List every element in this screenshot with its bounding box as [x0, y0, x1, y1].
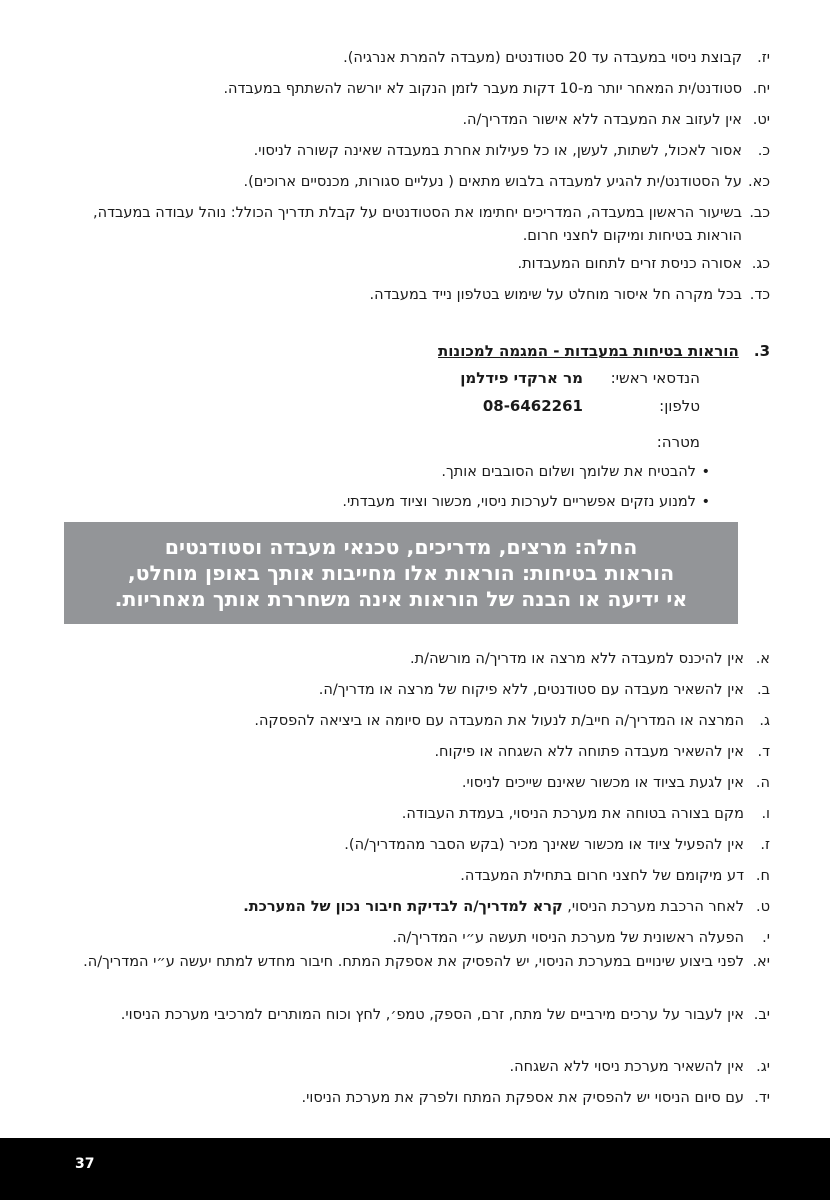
list-item-label: כד. — [749, 287, 770, 303]
list-item-text: לפני ביצוע שינויים במערכת הניסוי, יש להפסיק את אספקת המתח. חיבור מחדש למתח יעשה ע״י המדריך/ה. — [83, 954, 744, 970]
list-item-text: הפעלה ראשונית של מערכת הניסוי תעשה ע״י המדריך/ה. — [392, 930, 744, 946]
list-item — [70, 865, 770, 888]
list-item-label: ו. — [761, 806, 770, 822]
list-item-label: יא. — [752, 954, 770, 970]
list-item — [70, 834, 770, 857]
list-item-label: ד. — [757, 744, 770, 760]
page-footer — [0, 1138, 830, 1200]
goal-text: למנוע נזקים אפשריים לערכות ניסוי, מכשור וציוד מעבדתי. — [342, 494, 696, 510]
list-item-label: ג. — [759, 713, 770, 729]
list-item-label: ה. — [755, 775, 770, 791]
list-item-text: בכל מקרה חל איסור מוחלט על שימוש בטלפון נייד במעבדה. — [369, 287, 742, 303]
list-item-text: על הסטודנט/ית להגיע למעבדה בלבוש מתאים ( נעליים סגורות, מכנסיים ארוכים). — [243, 174, 742, 190]
list-item-label: יט. — [752, 112, 770, 128]
list-item-text: אין להפעיל ציוד או מכשור שאינך מכיר (בקש הסבר מהמדריך/ה). — [344, 837, 744, 853]
list-item-text: מקם בצורה בטוחה את מערכת הניסוי, בעמדת העבודה. — [401, 806, 744, 822]
list-item-text: אסור לאכול, לשתות, לעשן, או כל פעילות אחרת במעבדה שאינה קשורה לניסוי. — [253, 143, 742, 159]
list-item-text: המרצה או המדריך/ה חייב/ת לנעול את המעבדה עם סיומה או ביציאה להפסקה. — [254, 713, 744, 729]
list-item-text-regular: לאחר הרכבת מערכת הניסוי, — [567, 899, 744, 915]
list-item — [70, 47, 770, 70]
list-item — [70, 803, 770, 826]
list-item-text: סטודנט/ית המאחר יותר מ-10 דקות מעבר לזמן הנקוב לא יורשה להשתתף במעבדה. — [223, 81, 742, 97]
list-item — [70, 1004, 770, 1027]
list-item-label: יד. — [754, 1090, 770, 1106]
list-item — [70, 253, 770, 276]
list-item-label: כב. — [749, 205, 770, 221]
banner-line: החלה: מרצים, מדריכים, טכנאי מעבדה וסטודנטים — [164, 535, 638, 559]
phone-value: 08-6462261 — [482, 397, 583, 415]
list-item-text: אין להשאיר מערכת ניסוי ללא השגחה. — [509, 1059, 744, 1075]
banner-line: אי ידיעה או הבנה של הוראות אינה משחררת אותך מאחריות. — [114, 587, 688, 611]
phone-label: טלפון: — [659, 397, 700, 415]
section-title: הוראות בטיחות במעבדות - המגמה למכונות — [438, 342, 739, 360]
list-item-text: קבוצת ניסוי במעבדה עד 20 סטודנטים (מעבדה להמרת אנרגיה). — [343, 50, 742, 66]
list-item-text: אין לעזוב את המעבדה ללא אישור המדריך/ה. — [462, 112, 742, 128]
list-item — [70, 648, 770, 671]
page-number: 37 — [75, 1156, 95, 1172]
list-item — [70, 772, 770, 795]
bullet-icon: • — [701, 494, 710, 510]
list-item-label: כג. — [751, 256, 770, 272]
list-item-label: יב. — [753, 1007, 770, 1023]
list-item — [70, 951, 770, 974]
list-item-label: יח. — [752, 81, 770, 97]
list-item-label: יז. — [757, 50, 770, 66]
goal-item — [342, 491, 710, 513]
engineer-name: מר ארקדי פידלמן — [460, 369, 583, 387]
list-item — [70, 710, 770, 733]
list-item-label: ח. — [755, 868, 770, 884]
list-item — [70, 202, 770, 248]
list-item — [70, 927, 770, 950]
list-item-label: ז. — [760, 837, 770, 853]
list-item-label: יג. — [756, 1059, 770, 1075]
list-item-text: אין לגעת בציוד או מכשור שאינם שייכים לניסוי. — [461, 775, 744, 791]
goal-label: מטרה: — [656, 433, 700, 451]
banner-line: הוראות בטיחות: הוראות אלו מחייבות אותך באופן מוחלט, — [127, 561, 675, 585]
list-item — [70, 1056, 770, 1079]
list-item-text: אין להיכנס למעבדה ללא מרצה או מדריך/ה מורשה/ת. — [410, 651, 744, 667]
section-heading — [438, 342, 770, 360]
list-item — [70, 109, 770, 132]
list-item-text: דע מיקומם של לחצני חרום בתחילת המעבדה. — [460, 868, 744, 884]
bullet-icon: • — [701, 464, 710, 480]
list-item-text: אין לעבור על ערכים מירביים של מתח, זרם, הספק, טמפ׳, לחץ וכוח המותרים למרכיבי מערכת הניסוי. — [120, 1007, 744, 1023]
list-item-text: אין להשאיר מעבדה עם סטודנטים, ללא פיקוח של מרצה או מדריך/ה. — [318, 682, 744, 698]
list-item-label: כ. — [757, 143, 770, 159]
list-item — [70, 741, 770, 764]
list-item — [70, 78, 770, 101]
goal-text: להבטיח את שלומך ושלום הסובבים אותך. — [441, 464, 696, 480]
list-item — [70, 896, 770, 919]
list-item-label: כא. — [748, 174, 770, 190]
list-item — [70, 171, 770, 194]
warning-banner — [64, 522, 738, 624]
goal-item — [441, 461, 710, 483]
list-item-text — [70, 896, 744, 919]
list-item — [70, 140, 770, 163]
list-item-text: אין להשאיר מעבדה פתוחה ללא השגחה או פיקוח. — [434, 744, 744, 760]
list-item-label: א. — [755, 651, 770, 667]
list-item-text-bold: קרא למדריך/ה לבדיקת חיבור נכון של המערכת. — [243, 899, 563, 915]
list-item-text: בשיעור הראשון במעבדה, המדריכים יחתימו את הסטודנטים על קבלת תדריך הכולל: נוהל עבודה במעבדה, הוראות בטיחות ומיקום לחצני חרום. — [92, 205, 742, 244]
list-item-text: אסורה כניסת זרים לתחום המעבדות. — [517, 256, 742, 272]
list-item-text: עם סיום הניסוי יש להפסיק את אספקת המתח ולפרק את מערכת הניסוי. — [301, 1090, 744, 1106]
list-item — [70, 1087, 770, 1110]
section-number: 3. — [753, 342, 770, 360]
list-item — [70, 284, 770, 307]
list-item-label: י. — [762, 930, 770, 946]
list-item — [70, 679, 770, 702]
engineer-label: הנדסאי ראשי: — [610, 369, 700, 387]
list-item-label: ב. — [757, 682, 770, 698]
list-item-label: ט. — [755, 899, 770, 915]
